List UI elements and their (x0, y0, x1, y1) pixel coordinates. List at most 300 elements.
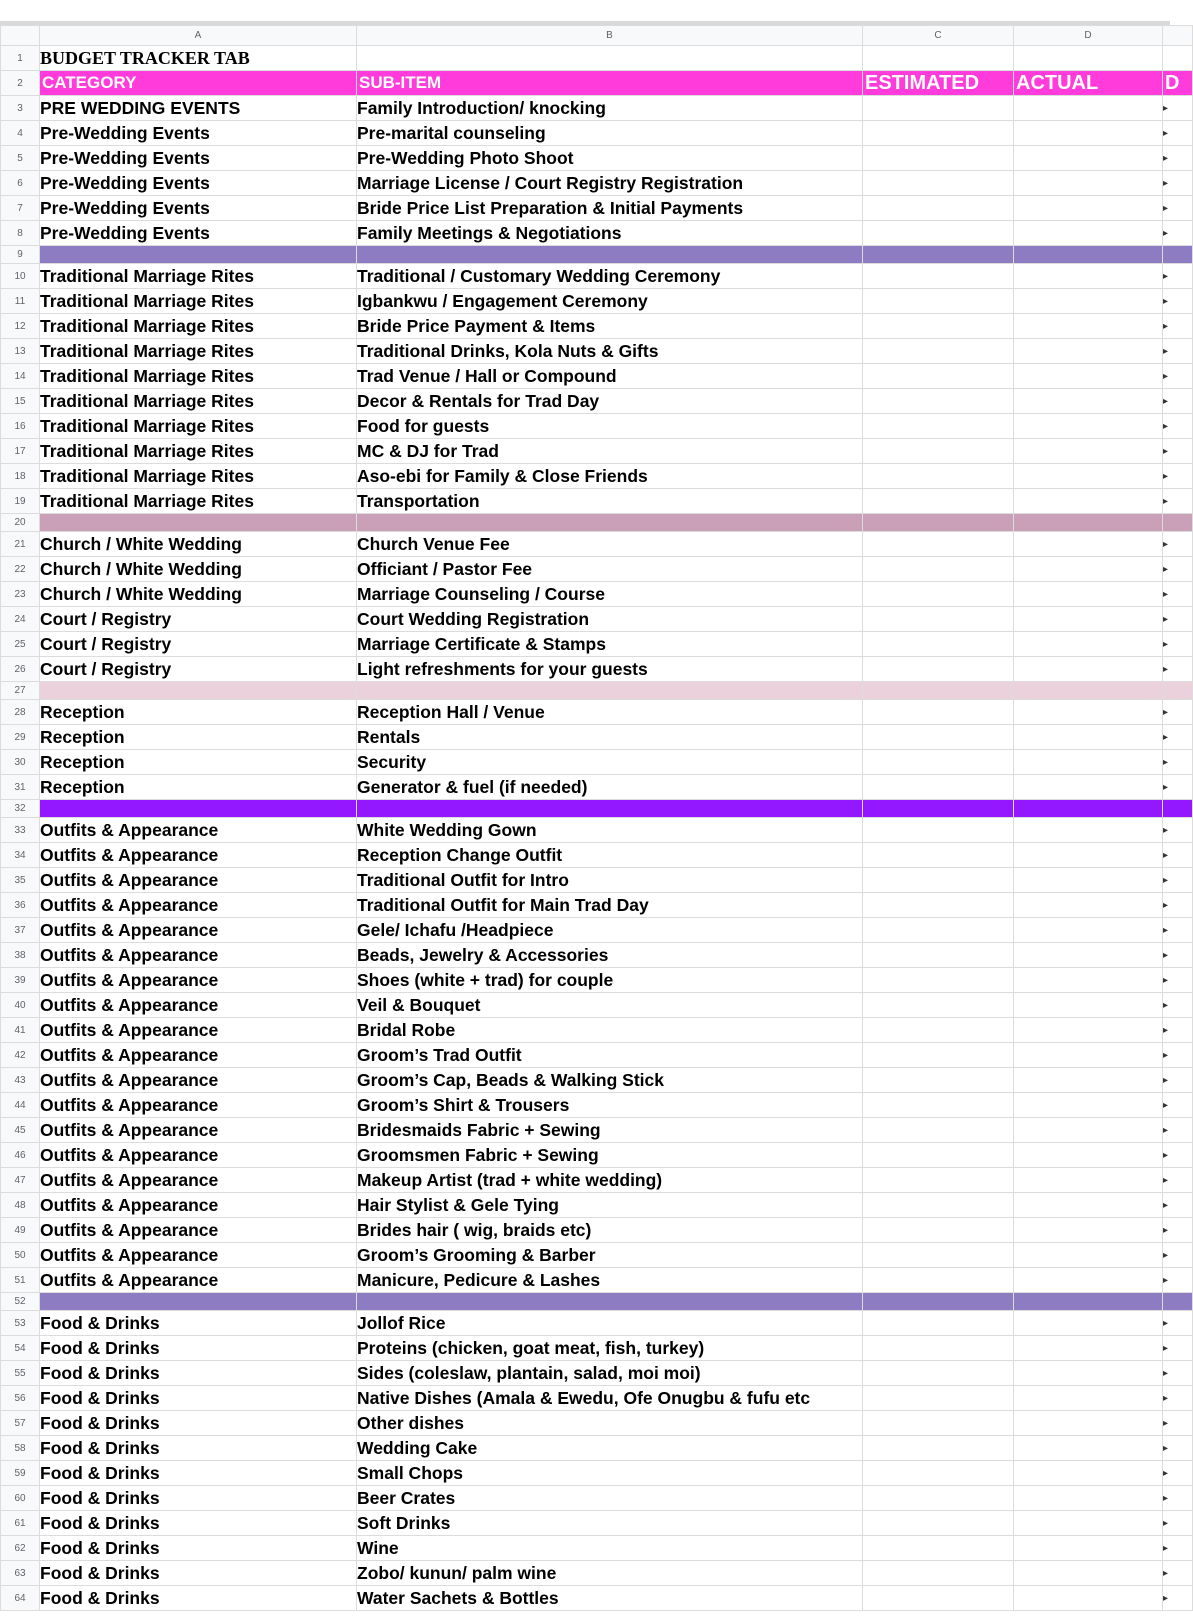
row-number[interactable]: 64 (1, 1586, 40, 1611)
actual-cell[interactable] (1014, 1336, 1163, 1361)
empty-cell[interactable] (1163, 46, 1193, 71)
category-cell[interactable]: Pre-Wedding Events (40, 196, 357, 221)
row-number[interactable]: 58 (1, 1436, 40, 1461)
estimated-cell[interactable] (863, 1536, 1014, 1561)
sub-item-cell[interactable]: Wine (357, 1536, 863, 1561)
sub-item-cell[interactable]: Light refreshments for your guests (357, 657, 863, 682)
separator-cell[interactable] (863, 514, 1014, 532)
separator-cell[interactable] (1014, 246, 1163, 264)
actual-cell[interactable] (1014, 1168, 1163, 1193)
row-number[interactable]: 49 (1, 1218, 40, 1243)
category-cell[interactable]: Food & Drinks (40, 1511, 357, 1536)
actual-header-cell[interactable]: ACTUAL (1014, 71, 1163, 96)
actual-cell[interactable] (1014, 607, 1163, 632)
category-cell[interactable]: Outfits & Appearance (40, 1193, 357, 1218)
estimated-cell[interactable] (863, 1411, 1014, 1436)
row-number[interactable]: 21 (1, 532, 40, 557)
estimated-cell[interactable] (863, 843, 1014, 868)
row-number[interactable]: 27 (1, 682, 40, 700)
row-number[interactable]: 34 (1, 843, 40, 868)
category-cell[interactable]: Traditional Marriage Rites (40, 414, 357, 439)
category-cell[interactable]: Traditional Marriage Rites (40, 439, 357, 464)
estimated-cell[interactable] (863, 339, 1014, 364)
actual-cell[interactable] (1014, 775, 1163, 800)
estimated-header-cell[interactable]: ESTIMATED (863, 71, 1014, 96)
empty-cell[interactable] (357, 46, 863, 71)
row-number[interactable]: 59 (1, 1461, 40, 1486)
actual-cell[interactable] (1014, 993, 1163, 1018)
row-number[interactable]: 40 (1, 993, 40, 1018)
row-number[interactable]: 60 (1, 1486, 40, 1511)
category-cell[interactable]: Outfits & Appearance (40, 1018, 357, 1043)
actual-cell[interactable] (1014, 943, 1163, 968)
estimated-cell[interactable] (863, 868, 1014, 893)
category-cell[interactable]: Pre-Wedding Events (40, 221, 357, 246)
estimated-cell[interactable] (863, 1218, 1014, 1243)
row-number[interactable]: 9 (1, 246, 40, 264)
category-cell[interactable]: Traditional Marriage Rites (40, 339, 357, 364)
row-number[interactable]: 2 (1, 71, 40, 96)
category-cell[interactable]: Food & Drinks (40, 1561, 357, 1586)
sub-item-cell[interactable]: Sides (coleslaw, plantain, salad, moi moi) (357, 1361, 863, 1386)
category-cell[interactable]: Traditional Marriage Rites (40, 289, 357, 314)
sub-item-cell[interactable]: Groomsmen Fabric + Sewing (357, 1143, 863, 1168)
actual-cell[interactable] (1014, 1311, 1163, 1336)
row-number[interactable]: 16 (1, 414, 40, 439)
estimated-cell[interactable] (863, 439, 1014, 464)
actual-cell[interactable] (1014, 221, 1163, 246)
category-cell[interactable]: Food & Drinks (40, 1461, 357, 1486)
actual-cell[interactable] (1014, 1586, 1163, 1611)
actual-cell[interactable] (1014, 121, 1163, 146)
estimated-cell[interactable] (863, 1361, 1014, 1386)
actual-cell[interactable] (1014, 96, 1163, 121)
sub-item-cell[interactable]: Marriage Counseling / Course (357, 582, 863, 607)
separator-cell[interactable] (1163, 514, 1193, 532)
separator-cell[interactable] (357, 1293, 863, 1311)
row-number[interactable]: 13 (1, 339, 40, 364)
estimated-cell[interactable] (863, 264, 1014, 289)
row-number[interactable]: 62 (1, 1536, 40, 1561)
sub-item-cell[interactable]: Traditional Outfit for Main Trad Day (357, 893, 863, 918)
sub-item-cell[interactable]: Bridesmaids Fabric + Sewing (357, 1118, 863, 1143)
category-cell[interactable]: Reception (40, 775, 357, 800)
sub-item-cell[interactable]: Traditional Drinks, Kola Nuts & Gifts (357, 339, 863, 364)
row-number[interactable]: 8 (1, 221, 40, 246)
sub-item-cell[interactable]: Officiant / Pastor Fee (357, 557, 863, 582)
actual-cell[interactable] (1014, 700, 1163, 725)
category-cell[interactable]: Church / White Wedding (40, 582, 357, 607)
separator-cell[interactable] (1163, 1293, 1193, 1311)
column-header-d[interactable]: D (1014, 26, 1163, 46)
estimated-cell[interactable] (863, 968, 1014, 993)
separator-cell[interactable] (1014, 1293, 1163, 1311)
row-number[interactable]: 37 (1, 918, 40, 943)
sub-item-cell[interactable]: Water Sachets & Bottles (357, 1586, 863, 1611)
sub-item-cell[interactable]: Traditional / Customary Wedding Ceremony (357, 264, 863, 289)
sub-item-cell[interactable]: Marriage License / Court Registry Registration (357, 171, 863, 196)
actual-cell[interactable] (1014, 1386, 1163, 1411)
actual-cell[interactable] (1014, 414, 1163, 439)
actual-cell[interactable] (1014, 314, 1163, 339)
sub-item-cell[interactable]: Shoes (white + trad) for couple (357, 968, 863, 993)
sub-item-cell[interactable]: Rentals (357, 725, 863, 750)
actual-cell[interactable] (1014, 632, 1163, 657)
category-cell[interactable]: Pre-Wedding Events (40, 146, 357, 171)
estimated-cell[interactable] (863, 818, 1014, 843)
sub-item-cell[interactable]: Traditional Outfit for Intro (357, 868, 863, 893)
column-header-b[interactable]: B (357, 26, 863, 46)
actual-cell[interactable] (1014, 146, 1163, 171)
category-cell[interactable]: Court / Registry (40, 657, 357, 682)
estimated-cell[interactable] (863, 1168, 1014, 1193)
column-header-e[interactable] (1163, 26, 1193, 46)
row-number[interactable]: 44 (1, 1093, 40, 1118)
sub-item-cell[interactable]: Trad Venue / Hall or Compound (357, 364, 863, 389)
row-number[interactable]: 6 (1, 171, 40, 196)
separator-cell[interactable] (357, 682, 863, 700)
separator-cell[interactable] (40, 246, 357, 264)
actual-cell[interactable] (1014, 1411, 1163, 1436)
row-number[interactable]: 52 (1, 1293, 40, 1311)
separator-cell[interactable] (40, 682, 357, 700)
sub-item-cell[interactable]: Decor & Rentals for Trad Day (357, 389, 863, 414)
category-cell[interactable]: Traditional Marriage Rites (40, 264, 357, 289)
category-cell[interactable]: Food & Drinks (40, 1486, 357, 1511)
row-number[interactable]: 10 (1, 264, 40, 289)
category-cell[interactable]: Church / White Wedding (40, 532, 357, 557)
actual-cell[interactable] (1014, 582, 1163, 607)
row-number[interactable]: 7 (1, 196, 40, 221)
sub-item-cell[interactable]: Church Venue Fee (357, 532, 863, 557)
actual-cell[interactable] (1014, 1093, 1163, 1118)
select-all-corner[interactable] (1, 26, 40, 46)
sub-item-cell[interactable]: Reception Hall / Venue (357, 700, 863, 725)
separator-cell[interactable] (1014, 514, 1163, 532)
category-cell[interactable]: Reception (40, 750, 357, 775)
row-number[interactable]: 38 (1, 943, 40, 968)
row-number[interactable]: 15 (1, 389, 40, 414)
row-number[interactable]: 63 (1, 1561, 40, 1586)
estimated-cell[interactable] (863, 1193, 1014, 1218)
estimated-cell[interactable] (863, 221, 1014, 246)
actual-cell[interactable] (1014, 1018, 1163, 1043)
actual-cell[interactable] (1014, 532, 1163, 557)
row-number[interactable]: 41 (1, 1018, 40, 1043)
separator-cell[interactable] (1163, 800, 1193, 818)
category-cell[interactable]: Food & Drinks (40, 1436, 357, 1461)
estimated-cell[interactable] (863, 1486, 1014, 1511)
row-number[interactable]: 4 (1, 121, 40, 146)
actual-cell[interactable] (1014, 1268, 1163, 1293)
row-number[interactable]: 14 (1, 364, 40, 389)
category-cell[interactable]: Food & Drinks (40, 1386, 357, 1411)
actual-cell[interactable] (1014, 439, 1163, 464)
actual-cell[interactable] (1014, 818, 1163, 843)
row-number[interactable]: 12 (1, 314, 40, 339)
sub-item-cell[interactable]: Pre-Wedding Photo Shoot (357, 146, 863, 171)
actual-cell[interactable] (1014, 968, 1163, 993)
empty-cell[interactable] (1014, 46, 1163, 71)
category-cell[interactable]: Food & Drinks (40, 1536, 357, 1561)
category-cell[interactable]: PRE WEDDING EVENTS (40, 96, 357, 121)
sub-item-cell[interactable]: Groom’s Cap, Beads & Walking Stick (357, 1068, 863, 1093)
row-number[interactable]: 29 (1, 725, 40, 750)
sub-item-cell[interactable]: Other dishes (357, 1411, 863, 1436)
actual-cell[interactable] (1014, 1436, 1163, 1461)
estimated-cell[interactable] (863, 700, 1014, 725)
separator-cell[interactable] (1014, 800, 1163, 818)
category-cell[interactable]: Outfits & Appearance (40, 1243, 357, 1268)
category-cell[interactable]: Outfits & Appearance (40, 1268, 357, 1293)
actual-cell[interactable] (1014, 918, 1163, 943)
separator-cell[interactable] (357, 514, 863, 532)
sheet-title-cell[interactable]: BUDGET TRACKER TAB (40, 46, 357, 71)
column-header-c[interactable]: C (863, 26, 1014, 46)
row-number[interactable]: 47 (1, 1168, 40, 1193)
estimated-cell[interactable] (863, 1143, 1014, 1168)
category-cell[interactable]: Church / White Wedding (40, 557, 357, 582)
estimated-cell[interactable] (863, 557, 1014, 582)
sub-item-cell[interactable]: Aso-ebi for Family & Close Friends (357, 464, 863, 489)
next-header-cell[interactable]: D (1163, 71, 1193, 96)
separator-cell[interactable] (863, 1293, 1014, 1311)
separator-cell[interactable] (863, 800, 1014, 818)
sub-item-cell[interactable]: Brides hair ( wig, braids etc) (357, 1218, 863, 1243)
row-number[interactable]: 53 (1, 1311, 40, 1336)
empty-cell[interactable] (863, 46, 1014, 71)
actual-cell[interactable] (1014, 1143, 1163, 1168)
sub-item-cell[interactable]: Jollof Rice (357, 1311, 863, 1336)
estimated-cell[interactable] (863, 96, 1014, 121)
row-number[interactable]: 3 (1, 96, 40, 121)
category-header-cell[interactable]: CATEGORY (40, 71, 357, 96)
sub-item-cell[interactable]: Pre-marital counseling (357, 121, 863, 146)
estimated-cell[interactable] (863, 582, 1014, 607)
sub-item-cell[interactable]: Security (357, 750, 863, 775)
estimated-cell[interactable] (863, 389, 1014, 414)
row-number[interactable]: 24 (1, 607, 40, 632)
estimated-cell[interactable] (863, 1268, 1014, 1293)
actual-cell[interactable] (1014, 750, 1163, 775)
estimated-cell[interactable] (863, 918, 1014, 943)
actual-cell[interactable] (1014, 1361, 1163, 1386)
sub-item-cell[interactable]: Transportation (357, 489, 863, 514)
separator-cell[interactable] (863, 246, 1014, 264)
actual-cell[interactable] (1014, 171, 1163, 196)
sub-item-cell[interactable]: Bridal Robe (357, 1018, 863, 1043)
sub-item-header-cell[interactable]: SUB-ITEM (357, 71, 863, 96)
estimated-cell[interactable] (863, 1586, 1014, 1611)
estimated-cell[interactable] (863, 171, 1014, 196)
category-cell[interactable]: Outfits & Appearance (40, 1218, 357, 1243)
estimated-cell[interactable] (863, 1018, 1014, 1043)
sub-item-cell[interactable]: Igbankwu / Engagement Ceremony (357, 289, 863, 314)
estimated-cell[interactable] (863, 1386, 1014, 1411)
category-cell[interactable]: Outfits & Appearance (40, 1143, 357, 1168)
actual-cell[interactable] (1014, 489, 1163, 514)
estimated-cell[interactable] (863, 725, 1014, 750)
row-number[interactable]: 56 (1, 1386, 40, 1411)
row-number[interactable]: 36 (1, 893, 40, 918)
actual-cell[interactable] (1014, 1486, 1163, 1511)
estimated-cell[interactable] (863, 1511, 1014, 1536)
estimated-cell[interactable] (863, 414, 1014, 439)
category-cell[interactable]: Pre-Wedding Events (40, 171, 357, 196)
category-cell[interactable]: Outfits & Appearance (40, 1043, 357, 1068)
separator-cell[interactable] (357, 800, 863, 818)
row-number[interactable]: 42 (1, 1043, 40, 1068)
row-number[interactable]: 32 (1, 800, 40, 818)
actual-cell[interactable] (1014, 868, 1163, 893)
actual-cell[interactable] (1014, 1218, 1163, 1243)
category-cell[interactable]: Outfits & Appearance (40, 968, 357, 993)
actual-cell[interactable] (1014, 464, 1163, 489)
row-number[interactable]: 18 (1, 464, 40, 489)
estimated-cell[interactable] (863, 632, 1014, 657)
actual-cell[interactable] (1014, 1511, 1163, 1536)
actual-cell[interactable] (1014, 264, 1163, 289)
row-number[interactable]: 11 (1, 289, 40, 314)
actual-cell[interactable] (1014, 339, 1163, 364)
actual-cell[interactable] (1014, 389, 1163, 414)
category-cell[interactable]: Outfits & Appearance (40, 868, 357, 893)
row-number[interactable]: 48 (1, 1193, 40, 1218)
category-cell[interactable]: Outfits & Appearance (40, 943, 357, 968)
category-cell[interactable]: Outfits & Appearance (40, 1118, 357, 1143)
spreadsheet-grid[interactable] (0, 25, 1180, 1611)
sub-item-cell[interactable]: Proteins (chicken, goat meat, fish, turkey) (357, 1336, 863, 1361)
estimated-cell[interactable] (863, 1436, 1014, 1461)
sub-item-cell[interactable]: Soft Drinks (357, 1511, 863, 1536)
category-cell[interactable]: Outfits & Appearance (40, 843, 357, 868)
actual-cell[interactable] (1014, 1461, 1163, 1486)
row-number[interactable]: 54 (1, 1336, 40, 1361)
actual-cell[interactable] (1014, 1536, 1163, 1561)
column-header-a[interactable]: A (40, 26, 357, 46)
row-number[interactable]: 31 (1, 775, 40, 800)
sub-item-cell[interactable]: Zobo/ kunun/ palm wine (357, 1561, 863, 1586)
estimated-cell[interactable] (863, 1461, 1014, 1486)
estimated-cell[interactable] (863, 464, 1014, 489)
separator-cell[interactable] (357, 246, 863, 264)
row-number[interactable]: 30 (1, 750, 40, 775)
sub-item-cell[interactable]: Groom’s Grooming & Barber (357, 1243, 863, 1268)
row-number[interactable]: 33 (1, 818, 40, 843)
sub-item-cell[interactable]: Small Chops (357, 1461, 863, 1486)
category-cell[interactable]: Traditional Marriage Rites (40, 489, 357, 514)
row-number[interactable]: 43 (1, 1068, 40, 1093)
estimated-cell[interactable] (863, 364, 1014, 389)
estimated-cell[interactable] (863, 750, 1014, 775)
sub-item-cell[interactable]: Wedding Cake (357, 1436, 863, 1461)
estimated-cell[interactable] (863, 1243, 1014, 1268)
estimated-cell[interactable] (863, 607, 1014, 632)
row-number[interactable]: 5 (1, 146, 40, 171)
sub-item-cell[interactable]: Groom’s Trad Outfit (357, 1043, 863, 1068)
separator-cell[interactable] (1163, 682, 1193, 700)
separator-cell[interactable] (863, 682, 1014, 700)
actual-cell[interactable] (1014, 1243, 1163, 1268)
category-cell[interactable]: Outfits & Appearance (40, 993, 357, 1018)
category-cell[interactable]: Court / Registry (40, 632, 357, 657)
separator-cell[interactable] (40, 514, 357, 532)
row-number[interactable]: 28 (1, 700, 40, 725)
category-cell[interactable]: Traditional Marriage Rites (40, 364, 357, 389)
actual-cell[interactable] (1014, 196, 1163, 221)
category-cell[interactable]: Outfits & Appearance (40, 893, 357, 918)
separator-cell[interactable] (1163, 246, 1193, 264)
sub-item-cell[interactable]: Beer Crates (357, 1486, 863, 1511)
actual-cell[interactable] (1014, 893, 1163, 918)
category-cell[interactable]: Traditional Marriage Rites (40, 389, 357, 414)
estimated-cell[interactable] (863, 657, 1014, 682)
estimated-cell[interactable] (863, 532, 1014, 557)
estimated-cell[interactable] (863, 1311, 1014, 1336)
category-cell[interactable]: Traditional Marriage Rites (40, 464, 357, 489)
estimated-cell[interactable] (863, 121, 1014, 146)
category-cell[interactable]: Food & Drinks (40, 1586, 357, 1611)
category-cell[interactable]: Outfits & Appearance (40, 818, 357, 843)
row-number[interactable]: 50 (1, 1243, 40, 1268)
estimated-cell[interactable] (863, 1561, 1014, 1586)
category-cell[interactable]: Pre-Wedding Events (40, 121, 357, 146)
sub-item-cell[interactable]: Manicure, Pedicure & Lashes (357, 1268, 863, 1293)
row-number[interactable]: 57 (1, 1411, 40, 1436)
estimated-cell[interactable] (863, 489, 1014, 514)
row-number[interactable]: 45 (1, 1118, 40, 1143)
estimated-cell[interactable] (863, 314, 1014, 339)
estimated-cell[interactable] (863, 146, 1014, 171)
row-number[interactable]: 19 (1, 489, 40, 514)
actual-cell[interactable] (1014, 289, 1163, 314)
estimated-cell[interactable] (863, 1068, 1014, 1093)
category-cell[interactable]: Food & Drinks (40, 1336, 357, 1361)
sub-item-cell[interactable]: Makeup Artist (trad + white wedding) (357, 1168, 863, 1193)
category-cell[interactable]: Reception (40, 725, 357, 750)
row-number[interactable]: 39 (1, 968, 40, 993)
estimated-cell[interactable] (863, 775, 1014, 800)
row-number[interactable]: 22 (1, 557, 40, 582)
estimated-cell[interactable] (863, 1118, 1014, 1143)
sub-item-cell[interactable]: Family Introduction/ knocking (357, 96, 863, 121)
category-cell[interactable]: Food & Drinks (40, 1361, 357, 1386)
sub-item-cell[interactable]: Court Wedding Registration (357, 607, 863, 632)
sub-item-cell[interactable]: Bride Price List Preparation & Initial Payments (357, 196, 863, 221)
sub-item-cell[interactable]: Veil & Bouquet (357, 993, 863, 1018)
row-number[interactable]: 55 (1, 1361, 40, 1386)
category-cell[interactable]: Outfits & Appearance (40, 1068, 357, 1093)
separator-cell[interactable] (1014, 682, 1163, 700)
row-number[interactable]: 1 (1, 46, 40, 71)
category-cell[interactable]: Outfits & Appearance (40, 918, 357, 943)
row-number[interactable]: 35 (1, 868, 40, 893)
estimated-cell[interactable] (863, 993, 1014, 1018)
row-number[interactable]: 51 (1, 1268, 40, 1293)
row-number[interactable]: 25 (1, 632, 40, 657)
category-cell[interactable]: Outfits & Appearance (40, 1168, 357, 1193)
estimated-cell[interactable] (863, 289, 1014, 314)
category-cell[interactable]: Food & Drinks (40, 1311, 357, 1336)
sub-item-cell[interactable]: MC & DJ for Trad (357, 439, 863, 464)
actual-cell[interactable] (1014, 843, 1163, 868)
actual-cell[interactable] (1014, 657, 1163, 682)
sub-item-cell[interactable]: Food for guests (357, 414, 863, 439)
sub-item-cell[interactable]: White Wedding Gown (357, 818, 863, 843)
sub-item-cell[interactable]: Marriage Certificate & Stamps (357, 632, 863, 657)
sub-item-cell[interactable]: Native Dishes (Amala & Ewedu, Ofe Onugbu & fufu etc (357, 1386, 863, 1411)
estimated-cell[interactable] (863, 943, 1014, 968)
